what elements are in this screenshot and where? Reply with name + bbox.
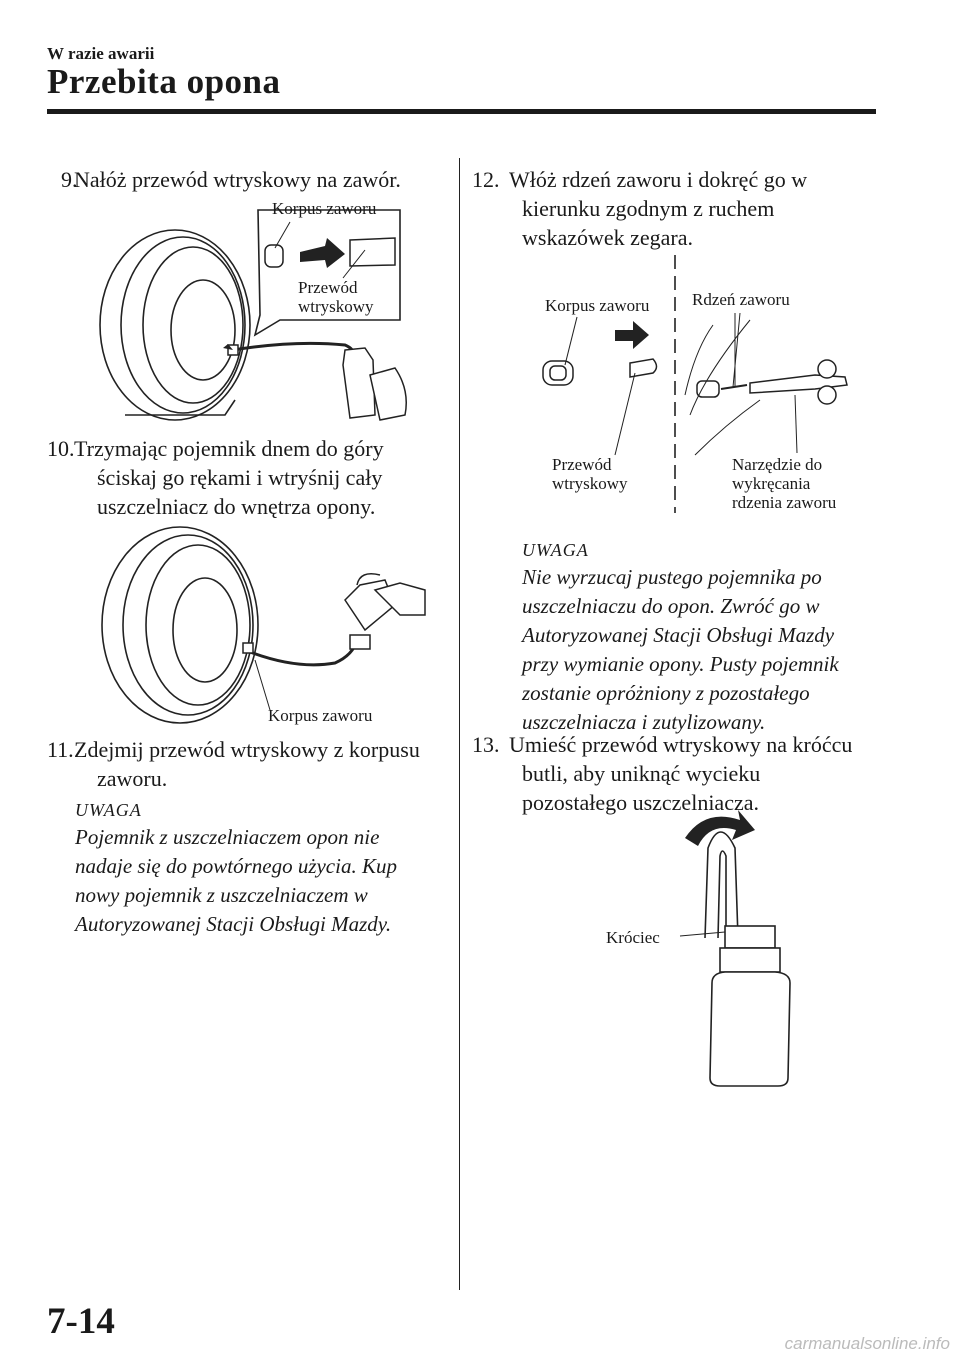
fig3-label-tool-2: wykręcania (732, 474, 811, 493)
watermark: carmanualsonline.info (784, 1334, 950, 1353)
note-line-5: zostanie opróżniony z pozostałego (522, 681, 810, 705)
step-13 (472, 730, 912, 817)
note-line-3: Autoryzowanej Stacji Obsługi Mazdy (522, 623, 835, 647)
step-line-2: butli, aby uniknąć wycieku (522, 761, 761, 786)
step-number: 9. (61, 167, 78, 192)
step-11 (47, 735, 457, 793)
fig1-label-hose-2: wtryskowy (298, 297, 374, 316)
figure-injecting-sealant (95, 515, 430, 720)
note-line-1: Nie wyrzucaj pustego pojemnika po (522, 565, 822, 589)
fig3-label-valve: Korpus zaworu (545, 296, 650, 315)
figure-hose-on-valve (95, 190, 425, 425)
step-line-2: ściskaj go rękami i wtryśnij cały (97, 465, 383, 490)
note-line-2: nadaje się do powtórnego użycia. Kup (75, 854, 397, 878)
step-line-1: Zdejmij przewód wtryskowy z korpusu (74, 737, 420, 762)
note-line-6: uszczelniacza i zutylizowany. (522, 710, 766, 734)
fig1-label-valve: Korpus zaworu (272, 199, 377, 218)
fig3-label-tool-1: Narzędzie do (732, 455, 823, 474)
note-left (75, 800, 455, 939)
note-right (522, 540, 902, 737)
title-rule (47, 109, 876, 114)
fig3-label-hose-2: wtryskowy (552, 474, 628, 493)
step-line-3: uszczelniacz do wnętrza opony. (97, 494, 376, 519)
step-line-3: wskazówek zegara. (522, 225, 694, 250)
step-line-1: Trzymając pojemnik dnem do góry (74, 436, 384, 461)
figure-bottle-nozzle (680, 808, 790, 1088)
note-line-4: Autoryzowanej Stacji Obsługi Mazdy. (75, 912, 392, 936)
step-number: 13. (472, 732, 500, 757)
step-text: Nałóż przewód wtryskowy na zawór. (74, 167, 401, 192)
step-line-1: Włóż rdzeń zaworu i dokręć go w (509, 167, 808, 192)
step-line-1: Umieść przewód wtryskowy na króćcu (509, 732, 853, 757)
step-line-3: pozostałego uszczelniacza. (522, 790, 759, 815)
fig2-label-valve: Korpus zaworu (268, 706, 373, 725)
note-line-2: uszczelniaczu do opon. Zwróć go w (522, 594, 820, 618)
note-line-4: przy wymianie opony. Pusty pojemnik (522, 652, 839, 676)
step-line-2: kierunku zgodnym z ruchem (522, 196, 775, 221)
step-12 (472, 165, 892, 252)
page-number: 7-14 (47, 1301, 115, 1342)
note-line-1: Pojemnik z uszczelniaczem opon nie (75, 825, 380, 849)
fig3-label-tool-3: rdzenia zaworu (732, 493, 837, 512)
note-line-3: nowy pojemnik z uszczelniaczem w (75, 883, 368, 907)
section-label: W razie awarii (47, 44, 155, 63)
step-number: 10. (47, 436, 75, 461)
page-title: Przebita opona (47, 62, 281, 101)
fig3-label-hose-1: Przewód (552, 455, 612, 474)
step-line-2: zaworu. (97, 766, 168, 791)
fig1-label-hose-1: Przewód (298, 278, 358, 297)
column-divider (459, 158, 460, 1290)
fig3-label-core: Rdzeń zaworu (692, 290, 790, 309)
step-10 (47, 434, 447, 521)
fig4-label-nozzle: Króciec (606, 928, 660, 947)
note-heading: UWAGA (522, 540, 589, 560)
step-number: 12. (472, 167, 500, 192)
note-heading: UWAGA (75, 800, 142, 820)
step-number: 11. (47, 737, 74, 762)
